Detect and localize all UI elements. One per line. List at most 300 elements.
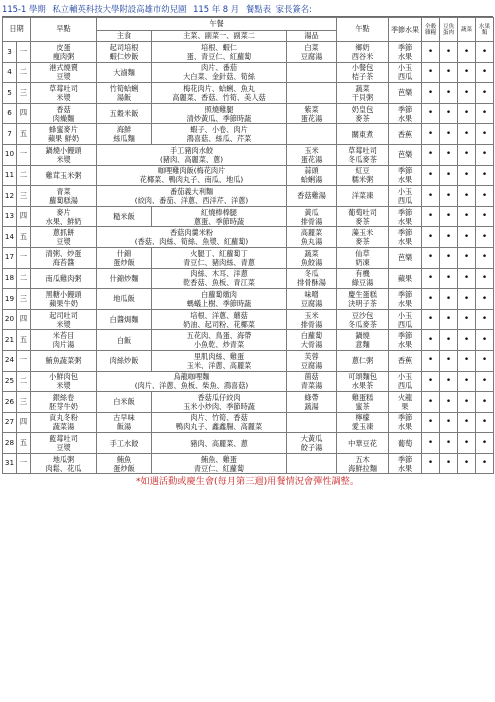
mains-cell-line: 肉絲、木耳、洋蔥 [190, 269, 248, 279]
mains-cell [152, 433, 287, 454]
menu-header [2, 2, 493, 17]
snack-cell-line: 麥茶 [355, 113, 370, 123]
date-weekday: 五 [17, 433, 31, 454]
breakfast-cell-line: 米漿 [56, 154, 71, 164]
fruit-cell-line: 火龍 [397, 392, 413, 402]
breakfast-cell-line: 清粥、炒蛋 [45, 248, 82, 258]
table-row [3, 268, 494, 289]
soup-cell [287, 103, 337, 124]
mains-cell-line: 火腿丁、紅蘿蔔丁 [190, 248, 248, 258]
lunch-combined-cell-line: 番茄義大利麵 [169, 186, 214, 196]
mains-cell-line: 蝦子、小卷、肉片 [190, 125, 248, 135]
mains-cell [152, 103, 287, 124]
fruit-cell-line: 季節 [397, 207, 413, 217]
fruit-cell [389, 165, 422, 186]
vegetable-mark: • [458, 206, 476, 227]
fruit-cell-line: 西瓜 [397, 381, 413, 391]
whole-grain-mark: • [422, 412, 440, 433]
mains-cell [152, 350, 287, 371]
snack-cell [337, 289, 389, 310]
col-fruit: 季節水果 [389, 18, 422, 42]
staple-cell-line: 蝦仁炒飯 [109, 51, 139, 61]
date-day: 27 [3, 412, 17, 433]
staple-cell-line: 蛋炒飯 [113, 257, 135, 267]
staple-cell-line: 白米飯 [113, 397, 135, 407]
staple-cell [97, 392, 152, 413]
breakfast-cell-line: 蔬菜湯 [52, 422, 75, 432]
breakfast-cell-line: 肉鬆、花瓜 [45, 463, 82, 473]
fruit-cell [389, 124, 422, 145]
fruit-cell-line: 果 [401, 401, 409, 411]
lunch-combined-cell [97, 227, 287, 248]
date-day: 3 [3, 42, 17, 63]
soup-cell-line: 排骨酥湯 [297, 278, 326, 288]
snack-cell [337, 247, 389, 268]
mains-cell [152, 247, 287, 268]
whole-grain-mark: • [422, 124, 440, 145]
lunch-combined-cell-line: (香菇、肉絲、筍絲、魚漿、紅蘿蔔) [134, 237, 249, 247]
breakfast-cell [31, 186, 97, 207]
snack-cell-line: 豆沙包 [351, 310, 374, 320]
table-row [3, 371, 494, 392]
soup-cell-line: 大骨湯 [300, 340, 323, 350]
col-fruit-category: 水果類 [476, 18, 494, 42]
date-weekday: 四 [17, 309, 31, 330]
fruit-cell-line: 蘋果 [397, 273, 413, 283]
mains-cell-line: 奶油、起司粉、花椰菜 [183, 319, 255, 329]
soup-cell-line: 蛋花湯 [300, 113, 323, 123]
fruit-cell-line: 季節 [397, 331, 413, 341]
fruit-cell-line: 季節 [397, 289, 413, 299]
fruit-mark: • [476, 103, 494, 124]
snack-cell-line: 中華豆花 [348, 438, 377, 448]
breakfast-cell-line: 豆漿 [56, 72, 71, 82]
fruit-cell-line: 香蕉 [397, 356, 413, 366]
lunch-combined-cell-line: 香菇肉羹米粉 [169, 228, 214, 238]
mains-cell-line: 高麗菜、香菇、竹筍、美人菇 [172, 92, 266, 102]
date-weekday: 一 [17, 42, 31, 63]
mains-cell-line: 培根、洋蔥、蘑菇 [190, 310, 248, 320]
table-row [3, 103, 494, 124]
fruit-cell-line: 水果 [397, 51, 413, 61]
date-weekday: 二 [17, 268, 31, 289]
snack-cell-line: 鄉奶 [355, 42, 370, 52]
breakfast-cell [31, 412, 97, 433]
mains-cell [152, 268, 287, 289]
date-weekday: 五 [17, 124, 31, 145]
soup-cell-line: 紫菜 [304, 104, 319, 114]
staple-cell-line: 海鮮 [116, 125, 132, 135]
staple-cell [97, 350, 152, 371]
lunch-combined-cell [97, 165, 287, 186]
table-row [3, 412, 494, 433]
footer-note: *如遇活動或慶生會(每月第三週)用餐情況會彈性調整。 [135, 476, 360, 488]
fruit-cell-line: 季節 [397, 104, 413, 114]
breakfast-cell-line: 海苔醬 [52, 257, 75, 267]
breakfast-cell-line: 水果、鮮奶 [45, 216, 82, 226]
breakfast-cell-line: 蘋果牛奶 [49, 298, 78, 308]
staple-cell [97, 83, 152, 104]
date-day: 4 [3, 62, 17, 83]
date-weekday: 四 [17, 206, 31, 227]
fruit-cell-line: 香蕉 [397, 129, 413, 139]
egg-bean-mark: • [440, 165, 458, 186]
mains-cell [152, 412, 287, 433]
breakfast-cell-line: 黑糖小饅頭 [45, 289, 82, 299]
date-day: 24 [3, 350, 17, 371]
snack-cell-line: 可頌麵包 [348, 372, 377, 382]
snack-cell [337, 309, 389, 330]
fruit-mark: • [476, 144, 494, 165]
staple-cell [97, 289, 152, 310]
fruit-cell [389, 42, 422, 63]
vegetable-mark: • [458, 412, 476, 433]
fruit-cell [389, 206, 422, 227]
snack-cell-line: 西谷米 [351, 51, 374, 61]
fruit-cell-line: 小玉 [397, 186, 413, 196]
staple-cell-line: 起司培根 [109, 42, 139, 52]
date-weekday: 二 [17, 62, 31, 83]
menu-title: 餐點表 [245, 4, 271, 14]
snack-cell [337, 144, 389, 165]
staple-cell [97, 433, 152, 454]
soup-cell [287, 330, 337, 351]
soup-cell [287, 124, 337, 145]
fruit-cell [389, 371, 422, 392]
staple-cell [97, 206, 152, 227]
breakfast-cell-line: 皮蛋 [56, 42, 71, 52]
date-day: 10 [3, 144, 17, 165]
mains-cell [152, 392, 287, 413]
snack-cell-line: 紅豆 [355, 166, 370, 176]
fruit-cell [389, 453, 422, 474]
breakfast-cell-line: 米苔目 [52, 331, 75, 341]
staple-cell-line: 大滷麵 [113, 67, 135, 77]
breakfast-cell-line: 銀絲卷 [52, 392, 75, 402]
lunch-combined-cell-line: (絞肉、番茄、洋蔥、西洋芹、洋蔥) [134, 195, 249, 205]
soup-cell [287, 433, 337, 454]
breakfast-cell-line: 草莓吐司 [49, 83, 78, 93]
egg-bean-mark: • [440, 42, 458, 63]
egg-bean-mark: • [440, 350, 458, 371]
breakfast-cell-line: 蔥抓餅 [52, 228, 75, 238]
staple-cell-line: 竹筍蛤蜊 [109, 83, 139, 93]
snack-cell-line: 決明子茶 [348, 298, 377, 308]
soup-cell [287, 350, 337, 371]
soup-cell [287, 42, 337, 63]
fruit-cell-line: 水果 [397, 175, 413, 185]
staple-cell-line: 地瓜飯 [113, 294, 135, 304]
whole-grain-mark: • [422, 453, 440, 474]
snack-cell [337, 330, 389, 351]
mains-cell-line: 鴨肉丸子、鑫鑫腸、高麗菜 [175, 422, 263, 432]
staple-cell-line: 五穀米飯 [109, 109, 139, 119]
col-snack: 午點 [337, 18, 389, 42]
fruit-cell-line: 水果 [397, 237, 413, 247]
fruit-cell-line: 季節 [397, 42, 413, 52]
table-row [3, 42, 494, 63]
vegetable-mark: • [458, 186, 476, 207]
date-day: 14 [3, 227, 17, 248]
staple-cell [97, 268, 152, 289]
snack-cell-line: 干貝粥 [351, 92, 374, 102]
snack-cell-line: 綠豆湯 [351, 278, 374, 288]
soup-cell-line: 豆腐湯 [300, 51, 323, 61]
col-soup: 湯品 [287, 31, 337, 42]
date-weekday: 一 [17, 453, 31, 474]
date-day: 17 [3, 247, 17, 268]
soup-cell [287, 186, 337, 207]
table-row [3, 144, 494, 165]
staple-cell [97, 247, 152, 268]
date-weekday: 五 [17, 227, 31, 248]
soup-cell-line: 餃子湯 [300, 443, 323, 453]
egg-bean-mark: • [440, 268, 458, 289]
fruit-mark: • [476, 330, 494, 351]
fruit-cell [389, 83, 422, 104]
mains-cell [152, 289, 287, 310]
lunch-combined-cell-line: (肉片、洋蔥、魚板、柴魚、鴻喜菇) [134, 381, 249, 391]
egg-bean-mark: • [440, 453, 458, 474]
vegetable-mark: • [458, 124, 476, 145]
mains-cell-line: 鴻喜菇、絲瓜、芹菜 [186, 134, 252, 144]
fruit-cell [389, 350, 422, 371]
mains-cell-line: 肉片、番茄 [201, 63, 237, 73]
breakfast-cell-line: 鮪魚蔬菜粥 [45, 356, 82, 366]
date-day: 5 [3, 83, 17, 104]
fruit-cell-line: 西瓜 [397, 195, 413, 205]
table-row [3, 227, 494, 248]
fruit-cell-line: 芭樂 [397, 253, 413, 263]
staple-cell-line: 什錦炒麵 [109, 273, 139, 283]
mains-cell-line: 青豆仁、豬肉絲、青蔥 [183, 257, 255, 267]
fruit-cell-line: 小玉 [397, 372, 413, 382]
mains-cell-line: 照燒雞腿 [204, 104, 234, 114]
fruit-cell-line: 季節 [397, 228, 413, 238]
lunch-combined-cell-line: (豬肉、高麗菜、蔥) [159, 154, 224, 164]
snack-cell-line: 冬瓜麥茶 [348, 154, 377, 164]
soup-cell [287, 309, 337, 330]
whole-grain-mark: • [422, 392, 440, 413]
mains-cell-line: 蔥蛋、季節時蔬 [193, 216, 245, 226]
whole-grain-mark: • [422, 144, 440, 165]
table-row [3, 453, 494, 474]
date-day: 19 [3, 289, 17, 310]
snack-cell [337, 268, 389, 289]
date-weekday: 二 [17, 371, 31, 392]
staple-cell-line: 蛋炒飯 [113, 463, 135, 473]
breakfast-cell [31, 42, 97, 63]
breakfast-cell [31, 144, 97, 165]
month-label: 115 年 8 月 [193, 4, 240, 14]
snack-cell-line: 仙草 [355, 248, 370, 258]
egg-bean-mark: • [440, 247, 458, 268]
breakfast-cell [31, 392, 97, 413]
breakfast-cell-line: 蘿蔔糕湯 [49, 195, 78, 205]
vegetable-mark: • [458, 289, 476, 310]
snack-cell-line: 葡萄吐司 [348, 207, 377, 217]
mains-cell-line: 鮪魚、雞蛋 [201, 454, 237, 464]
date-day: 21 [3, 330, 17, 351]
fruit-cell-line: 季節 [397, 454, 413, 464]
soup-cell [287, 247, 337, 268]
breakfast-cell [31, 62, 97, 83]
mains-cell [152, 83, 287, 104]
staple-cell-line: 鮪魚 [116, 454, 132, 464]
soup-cell-line: 蔬湯 [304, 401, 319, 411]
fruit-cell [389, 186, 422, 207]
col-vegetable: 蔬菜 [458, 18, 476, 42]
date-weekday: 四 [17, 103, 31, 124]
mains-cell [152, 206, 287, 227]
soup-cell [287, 144, 337, 165]
date-day: 13 [3, 206, 17, 227]
table-row [3, 392, 494, 413]
mains-cell-line: 梅花肉片、蛤蜊、魚丸 [183, 83, 255, 93]
breakfast-cell-line: 鍋燒小饅頭 [45, 145, 82, 155]
soup-cell-line: 味噌 [304, 289, 319, 299]
egg-bean-mark: • [440, 144, 458, 165]
soup-cell [287, 289, 337, 310]
whole-grain-mark: • [422, 433, 440, 454]
staple-cell-line: 手工水餃 [109, 438, 139, 448]
snack-cell [337, 186, 389, 207]
table-row [3, 289, 494, 310]
breakfast-cell [31, 103, 97, 124]
fruit-cell-line: 小玉 [397, 310, 413, 320]
snack-cell-line: 糯米粥 [351, 175, 374, 185]
soup-cell-line: 豆腐湯 [300, 298, 323, 308]
col-date: 日期 [3, 18, 31, 42]
fruit-mark: • [476, 268, 494, 289]
snack-cell-line: 蔬菜 [355, 83, 370, 93]
date-weekday: 一 [17, 247, 31, 268]
soup-cell [287, 227, 337, 248]
breakfast-cell-line: 雞茸玉米粥 [45, 170, 82, 180]
mains-cell-line: 肉片、竹筍、香菇 [190, 413, 248, 423]
soup-cell [287, 62, 337, 83]
fruit-mark: • [476, 412, 494, 433]
soup-cell [287, 392, 337, 413]
vegetable-mark: • [458, 103, 476, 124]
date-weekday: 三 [17, 83, 31, 104]
vegetable-mark: • [458, 350, 476, 371]
date-weekday: 四 [17, 412, 31, 433]
mains-cell [152, 309, 287, 330]
fruit-cell [389, 289, 422, 310]
fruit-mark: • [476, 309, 494, 330]
breakfast-cell-line: 米漿 [56, 319, 71, 329]
fruit-mark: • [476, 350, 494, 371]
table-row [3, 124, 494, 145]
egg-bean-mark: • [440, 330, 458, 351]
snack-cell-line: 鍋燒 [355, 331, 370, 341]
snack-cell-line: 冬瓜麥茶 [348, 319, 377, 329]
whole-grain-mark: • [422, 83, 440, 104]
fruit-mark: • [476, 62, 494, 83]
vegetable-mark: • [458, 371, 476, 392]
soup-cell-line: 蛋花湯 [300, 154, 323, 164]
soup-cell [287, 453, 337, 474]
mains-cell-line: 豬肉、高麗菜、蔥 [190, 438, 248, 448]
breakfast-cell-line: 起司吐司 [49, 310, 78, 320]
snack-cell-line: 愛玉凍 [351, 422, 374, 432]
mains-cell [152, 453, 287, 474]
date-day: 25 [3, 371, 17, 392]
breakfast-cell-line: 米漿 [56, 381, 71, 391]
fruit-cell [389, 144, 422, 165]
vegetable-mark: • [458, 433, 476, 454]
breakfast-cell-line: 香菇 [56, 104, 71, 114]
fruit-cell [389, 433, 422, 454]
vegetable-mark: • [458, 227, 476, 248]
snack-cell-line: 麥茶 [355, 237, 370, 247]
snack-cell-line: 藻玉米 [351, 228, 374, 238]
table-row [3, 83, 494, 104]
snack-cell [337, 392, 389, 413]
date-day: 11 [3, 165, 17, 186]
mains-cell-line: 培根、蝦仁 [201, 42, 237, 52]
egg-bean-mark: • [440, 371, 458, 392]
staple-cell-line: 飯湯 [116, 422, 132, 432]
fruit-cell [389, 392, 422, 413]
whole-grain-mark: • [422, 268, 440, 289]
soup-cell [287, 83, 337, 104]
breakfast-cell-line: 青菜 [56, 186, 71, 196]
fruit-mark: • [476, 83, 494, 104]
whole-grain-mark: • [422, 289, 440, 310]
mains-cell-line: 里肌肉絲、雞蛋 [193, 351, 245, 361]
fruit-cell-line: 季節 [397, 166, 413, 176]
date-day: 18 [3, 268, 17, 289]
breakfast-cell-line: 港式燒賣 [49, 63, 78, 73]
snack-cell-line: 關東煮 [351, 129, 374, 139]
vegetable-mark: • [458, 453, 476, 474]
soup-cell-line: 排骨湯 [300, 319, 323, 329]
snack-cell-line: 小餐包 [351, 63, 374, 73]
fruit-cell [389, 330, 422, 351]
whole-grain-mark: • [422, 186, 440, 207]
staple-cell-line: 古早味 [113, 413, 135, 423]
whole-grain-mark: • [422, 103, 440, 124]
table-row [3, 433, 494, 454]
col-staple: 主食 [97, 31, 152, 42]
whole-grain-mark: • [422, 350, 440, 371]
breakfast-cell [31, 165, 97, 186]
breakfast-cell-line: 肉燥麵 [52, 113, 75, 123]
whole-grain-mark: • [422, 247, 440, 268]
egg-bean-mark: • [440, 103, 458, 124]
snack-cell-line: 奶凍 [355, 257, 370, 267]
breakfast-cell-line: 麥片 [56, 207, 71, 217]
snack-cell-line: 五木 [355, 454, 370, 464]
table-row [3, 165, 494, 186]
fruit-mark: • [476, 289, 494, 310]
staple-cell [97, 330, 152, 351]
staple-cell-line: 湯飯 [116, 92, 132, 102]
mains-cell-line: 紅燒棒棒腿 [201, 207, 237, 217]
soup-cell-line: 蔬菜 [304, 248, 319, 258]
breakfast-cell-line: 南瓜雞肉粥 [45, 273, 82, 283]
soup-cell [287, 165, 337, 186]
col-mains: 主菜、副菜一、副菜二 [152, 31, 287, 42]
table-row [3, 186, 494, 207]
table-row [3, 330, 494, 351]
staple-cell-line: 肉絲炒飯 [109, 356, 139, 366]
staple-cell-line: 白醬焗麵 [109, 315, 139, 325]
lunch-combined-cell-line: 咖哩雞肉飯(梅花肉片 [157, 166, 226, 176]
snack-cell-line: 洋菜凍 [351, 191, 374, 201]
